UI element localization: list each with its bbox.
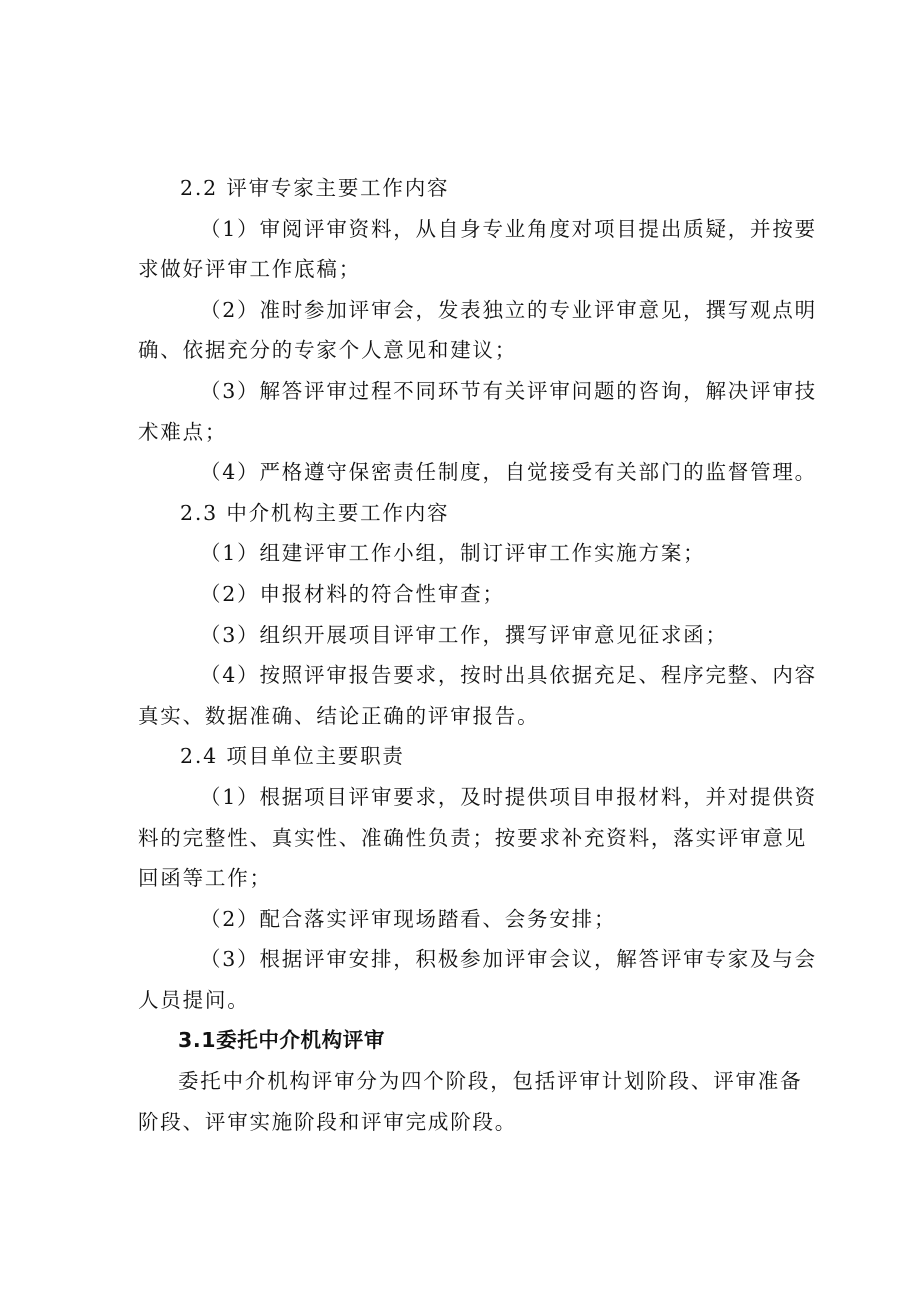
paragraph-line: （1）根据项目评审要求，及时提供项目申报材料，并对提供资: [200, 784, 817, 809]
paragraph-line: 阶段、评审实施阶段和评审完成阶段。: [138, 1109, 518, 1134]
paragraph-line: 回函等工作；: [138, 866, 272, 891]
paragraph-line: （2）配合落实评审现场踏看、会务安排；: [200, 906, 617, 931]
paragraph-line: 委托中介机构评审分为四个阶段，包括评审计划阶段、评审准备: [178, 1069, 803, 1094]
paragraph-line: （3）组织开展项目评审工作，撰写评审意见征求函；: [200, 622, 728, 647]
paragraph-line: 料的完整性、真实性、准确性负责；按要求补充资料，落实评审意见: [138, 825, 807, 850]
paragraph-line: （2）申报材料的符合性审查；: [200, 581, 505, 606]
paragraph-line: 求做好评审工作底稿；: [138, 257, 361, 282]
paragraph-line: （1）组建评审工作小组，制订评审工作实施方案；: [200, 541, 706, 566]
section-heading-2-3: 2.3 中介机构主要工作内容: [180, 500, 450, 525]
paragraph-line: 术难点；: [138, 419, 228, 444]
paragraph-line: （4）按照评审报告要求，按时出具依据充足、程序完整、内容: [200, 663, 817, 688]
section-heading-2-2: 2.2 评审专家主要工作内容: [180, 176, 450, 200]
paragraph-line: 真实、数据准确、结论正确的评审报告。: [138, 703, 540, 728]
document-body: [138, 168, 817, 1142]
paragraph-line: （3）解答评审过程不同环节有关评审问题的咨询，解决评审技: [200, 378, 817, 403]
paragraph-line: （2）准时参加评审会，发表独立的专业评审意见，撰写观点明: [200, 297, 817, 322]
section-heading-3-1: 3.1委托中介机构评审: [178, 1028, 385, 1053]
section-heading-2-4: 2.4 项目单位主要职责: [180, 744, 405, 769]
paragraph-line: （3）根据评审安排，积极参加评审会议，解答评审专家及与会: [200, 947, 817, 972]
paragraph-line: （1）审阅评审资料，从自身专业角度对项目提出质疑，并按要: [200, 216, 817, 241]
paragraph-line: 确、依据充分的专家个人意见和建议；: [138, 338, 518, 363]
paragraph-line: （4）严格遵守保密责任制度，自觉接受有关部门的监督管理。: [200, 460, 817, 485]
paragraph-line: 人员提问。: [138, 987, 250, 1012]
